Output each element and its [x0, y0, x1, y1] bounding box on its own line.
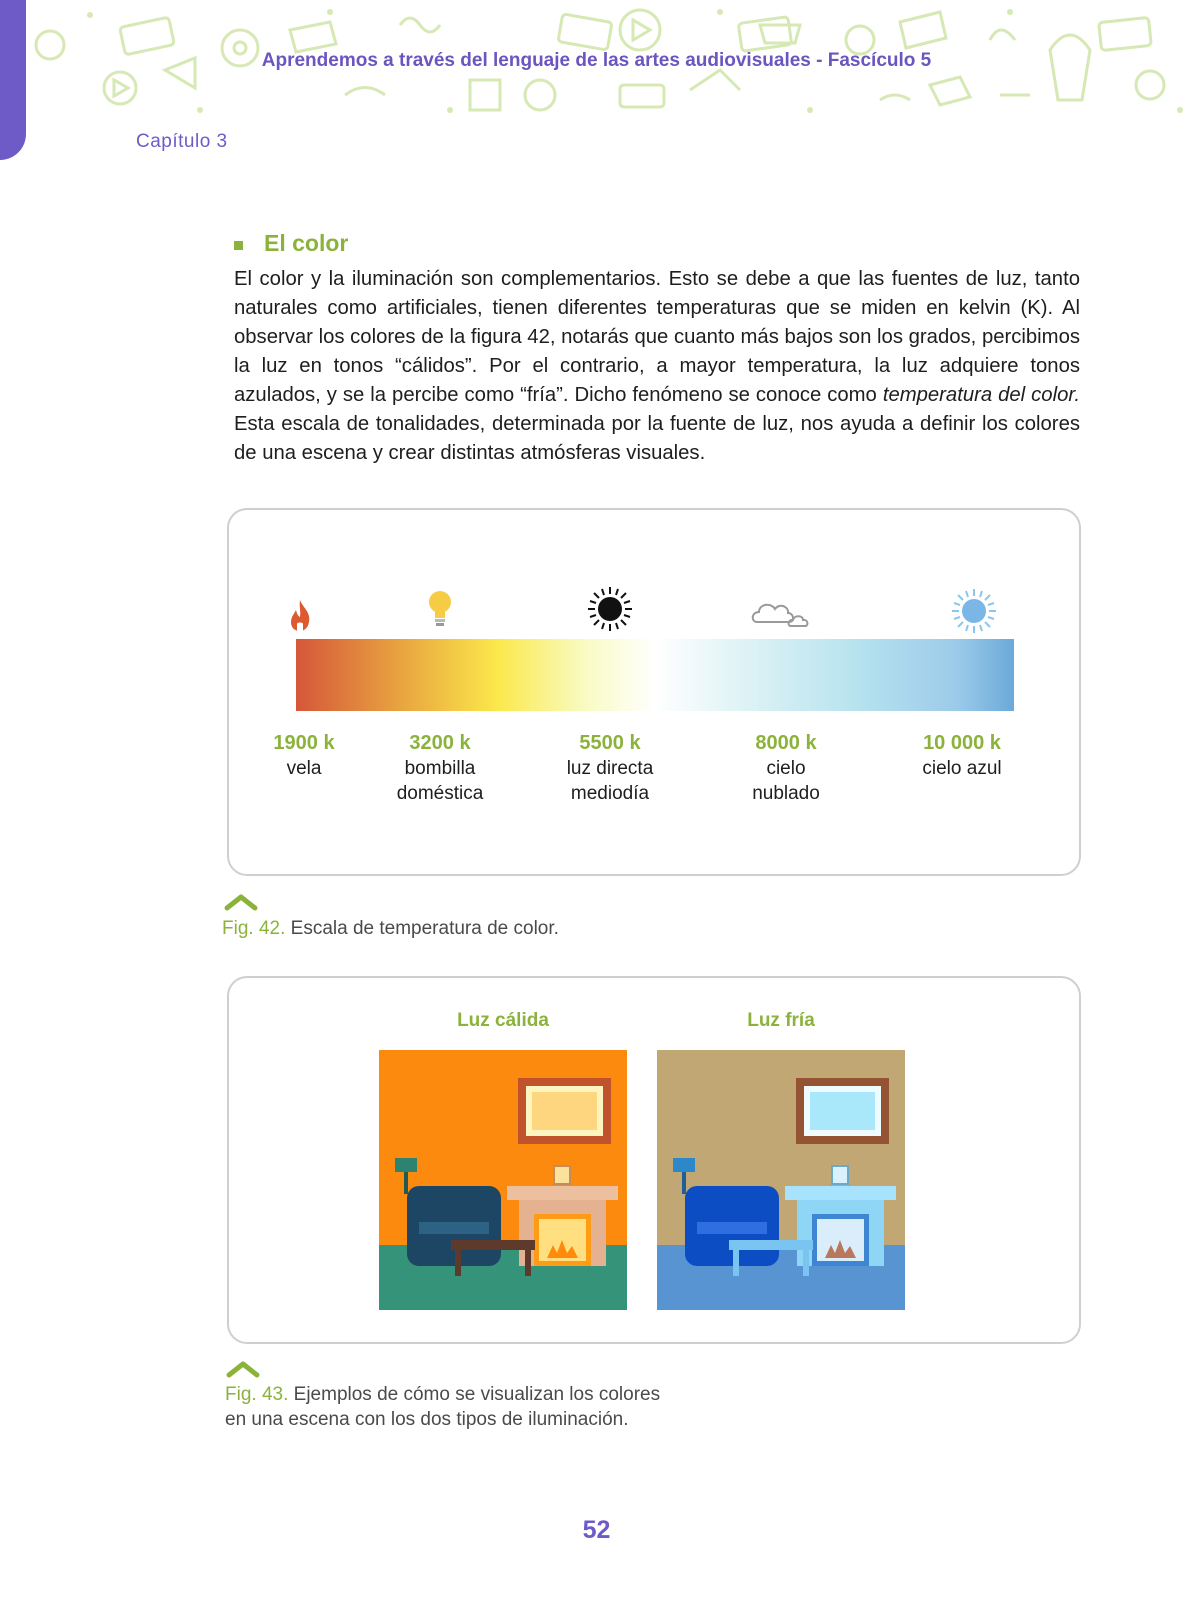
scale-label-1900k [229, 730, 379, 781]
light-source: bombilla [404, 758, 476, 779]
kelvin-value: 10 000 k [923, 732, 1001, 754]
figure-label: Fig. 43. [225, 1384, 289, 1405]
page-number: 52 [582, 1516, 611, 1544]
lightbulb-icon [427, 590, 453, 630]
figure-43-caption [225, 1382, 660, 1432]
cold-room-illustration [657, 1050, 905, 1310]
paragraph-part-1: El color y la iluminación son complementarios. Esto se debe a que las fuentes de luz, tanto naturales como artificiales, tienen diferentes temperaturas que se miden en kelvin (K). Al observar los colores de la figura 42, notarás que cuanto más bajos son los grados, percibimos la luz en tonos “cálidos”. Por el contrario, a mayor temperatura, la luz adquiere tonos azulados, y se la percibe como “fría”. Dicho fenómeno se conoce como [234, 268, 1080, 406]
light-source-line2: mediodía [570, 783, 650, 804]
figure-42-box [227, 508, 1081, 876]
figure-label: Fig. 42. [222, 918, 286, 939]
scale-label-8000k [711, 730, 861, 806]
cold-light-title: Luz fría [747, 1010, 815, 1031]
figure-43-box [227, 976, 1081, 1344]
chapter-tab [0, 0, 26, 160]
cloud-icon [751, 600, 813, 628]
paragraph-part-2: Esta escala de tonalidades, determinada por la fuente de luz, nos ayuda a definir los colores de una escena y crear distintas atmósferas visuales. [234, 413, 1080, 464]
light-source-line2: nublado [752, 783, 820, 804]
blue-sun-icon [951, 588, 997, 634]
caption-arrow-icon [224, 893, 258, 911]
scale-label-5500k [535, 730, 685, 806]
light-source: cielo azul [922, 758, 1002, 779]
light-source-line2: doméstica [396, 783, 484, 804]
section-title-text: El color [264, 230, 349, 256]
kelvin-value: 1900 k [273, 732, 335, 754]
light-source: cielo [766, 758, 806, 779]
light-source: luz directa [566, 758, 654, 779]
caption-text: Escala de temperatura de color. [285, 918, 559, 939]
header-title: Aprendemos a través del lenguaje de las artes audiovisuales - Fascículo 5 [261, 50, 932, 71]
scale-label-3200k [365, 730, 515, 806]
warm-light-title: Luz cálida [457, 1010, 549, 1031]
kelvin-value: 5500 k [579, 732, 641, 754]
warm-room-illustration [379, 1050, 627, 1310]
kelvin-value: 3200 k [409, 732, 471, 754]
light-source: vela [286, 758, 322, 779]
sun-icon [587, 586, 633, 632]
color-temperature-gradient [296, 639, 1014, 711]
caption-text-1: Ejemplos de cómo se visualizan los colores [288, 1384, 661, 1405]
flame-icon [287, 598, 313, 632]
kelvin-value: 8000 k [755, 732, 817, 754]
caption-arrow-icon [226, 1360, 260, 1378]
paragraph-italic-term: temperatura del color. [882, 384, 1081, 406]
caption-line-1 [225, 1382, 660, 1407]
scale-label-10000k [887, 730, 1037, 781]
body-paragraph [234, 265, 1080, 468]
section-title [234, 230, 348, 257]
figure-42-caption [222, 916, 559, 941]
chapter-label: Capítulo 3 [136, 131, 228, 152]
caption-text-2: en una escena con los dos tipos de iluminación. [225, 1409, 629, 1430]
